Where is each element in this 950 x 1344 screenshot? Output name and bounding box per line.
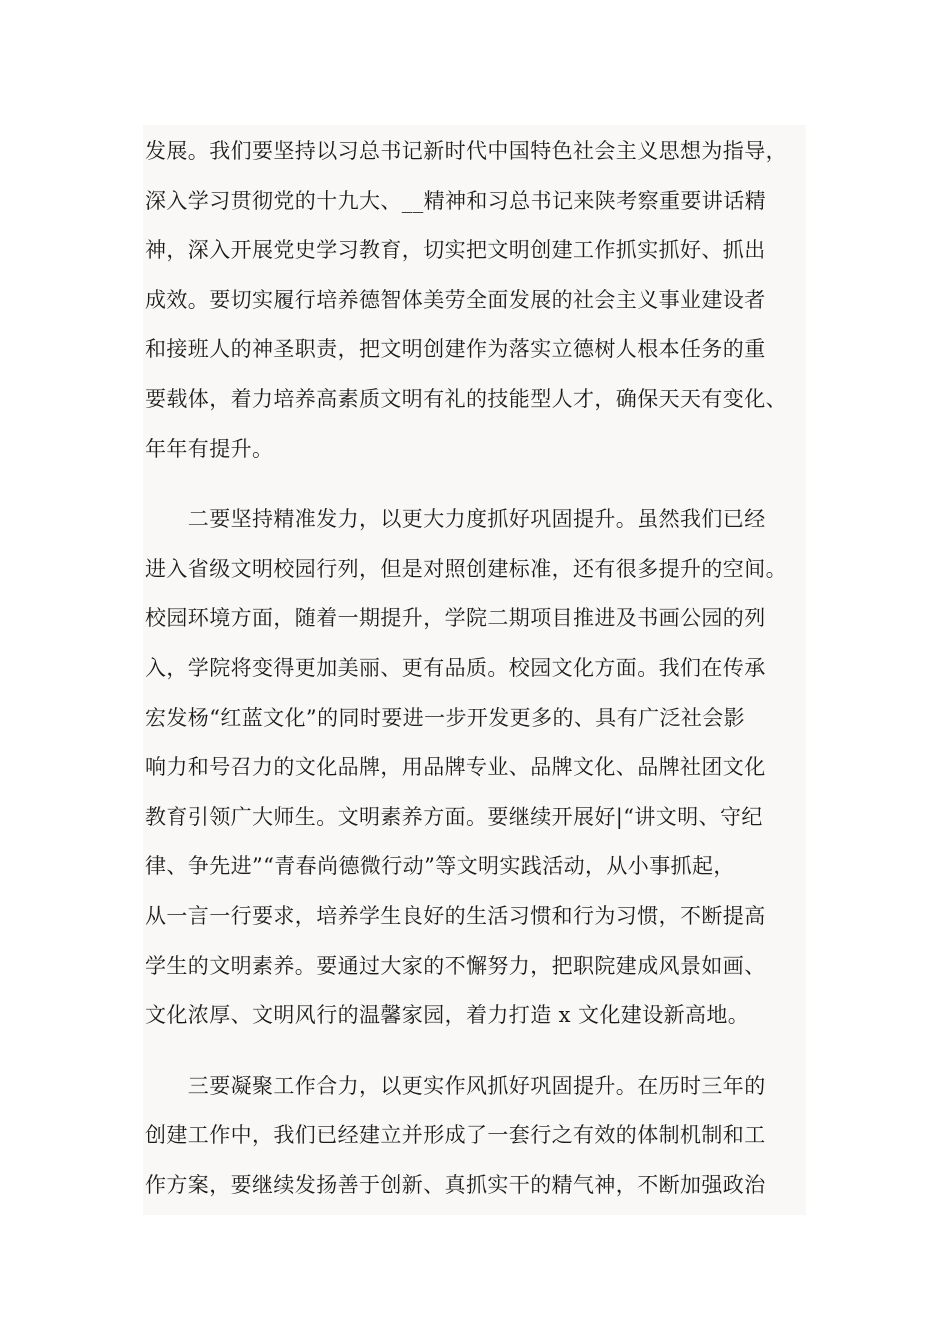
text-line: 年年有提升。 [145,436,274,461]
paragraph-3 [145,1062,845,1211]
document-body [145,127,845,1210]
paragraph-2 [145,495,845,1041]
text-line: 响力和号召力的文化品牌，用品牌专业、品牌文化、品牌社团文化 [145,755,766,780]
text-line: 律、争先进”“青春尚德微行动”等文明实践活动，从小事抓起， [145,854,735,879]
text-line: 文化浓厚、文明风行的温馨家园，着力打造 x 文化建设新高地。 [145,1003,750,1028]
text-line: 学生的文明素养。要通过大家的不懈努力，把职院建成风景如画、 [145,953,766,978]
text-line: 神，深入开展党史学习教育，切实把文明创建工作抓实抓好、抓出 [145,238,766,263]
text-line: 三要凝聚工作合力，以更实作风抓好巩固提升。在历时三年的 [145,1073,766,1098]
text-line: 校园环境方面，随着一期提升，学院二期项目推进及书画公园的列 [145,606,766,631]
text-line: 和接班人的神圣职责，把文明创建作为落实立德树人根本任务的重 [145,337,766,362]
text-line: 创建工作中，我们已经建立并形成了一套行之有效的体制机制和工 [145,1123,766,1148]
text-line: 入，学院将变得更加美丽、更有品质。校园文化方面。我们在传承 [145,655,766,680]
text-line: 成效。要切实履行培养德智体美劳全面发展的社会主义事业建设者 [145,287,766,312]
text-line: 教育引领广大师生。文明素养方面。要继续开展好|“讲文明、守纪 [145,804,763,829]
paragraph-1 [145,127,845,474]
text-line: 从一言一行要求，培养学生良好的生活习惯和行为习惯，不断提高 [145,903,766,928]
text-line: 深入学习贯彻党的十九大、__精神和习总书记来陕考察重要讲话精 [145,188,766,213]
text-line: 进入省级文明校园行列，但是对照创建标准，还有很多提升的空间。 [145,556,787,581]
text-line: 作方案，要继续发扬善于创新、真抓实干的精气神，不断加强政治 [145,1172,766,1197]
text-line: 要载体，着力培养高素质文明有礼的技能型人才，确保天天有变化、 [145,386,787,411]
text-line: 宏发杨“红蓝文化”的同时要进一步开发更多的、具有广泛社会影 [145,705,746,730]
text-line: 发展。我们要坚持以习总书记新时代中国特色社会主义思想为指导， [145,139,787,163]
text-line: 二要坚持精准发力，以更大力度抓好巩固提升。虽然我们已经 [145,507,766,532]
